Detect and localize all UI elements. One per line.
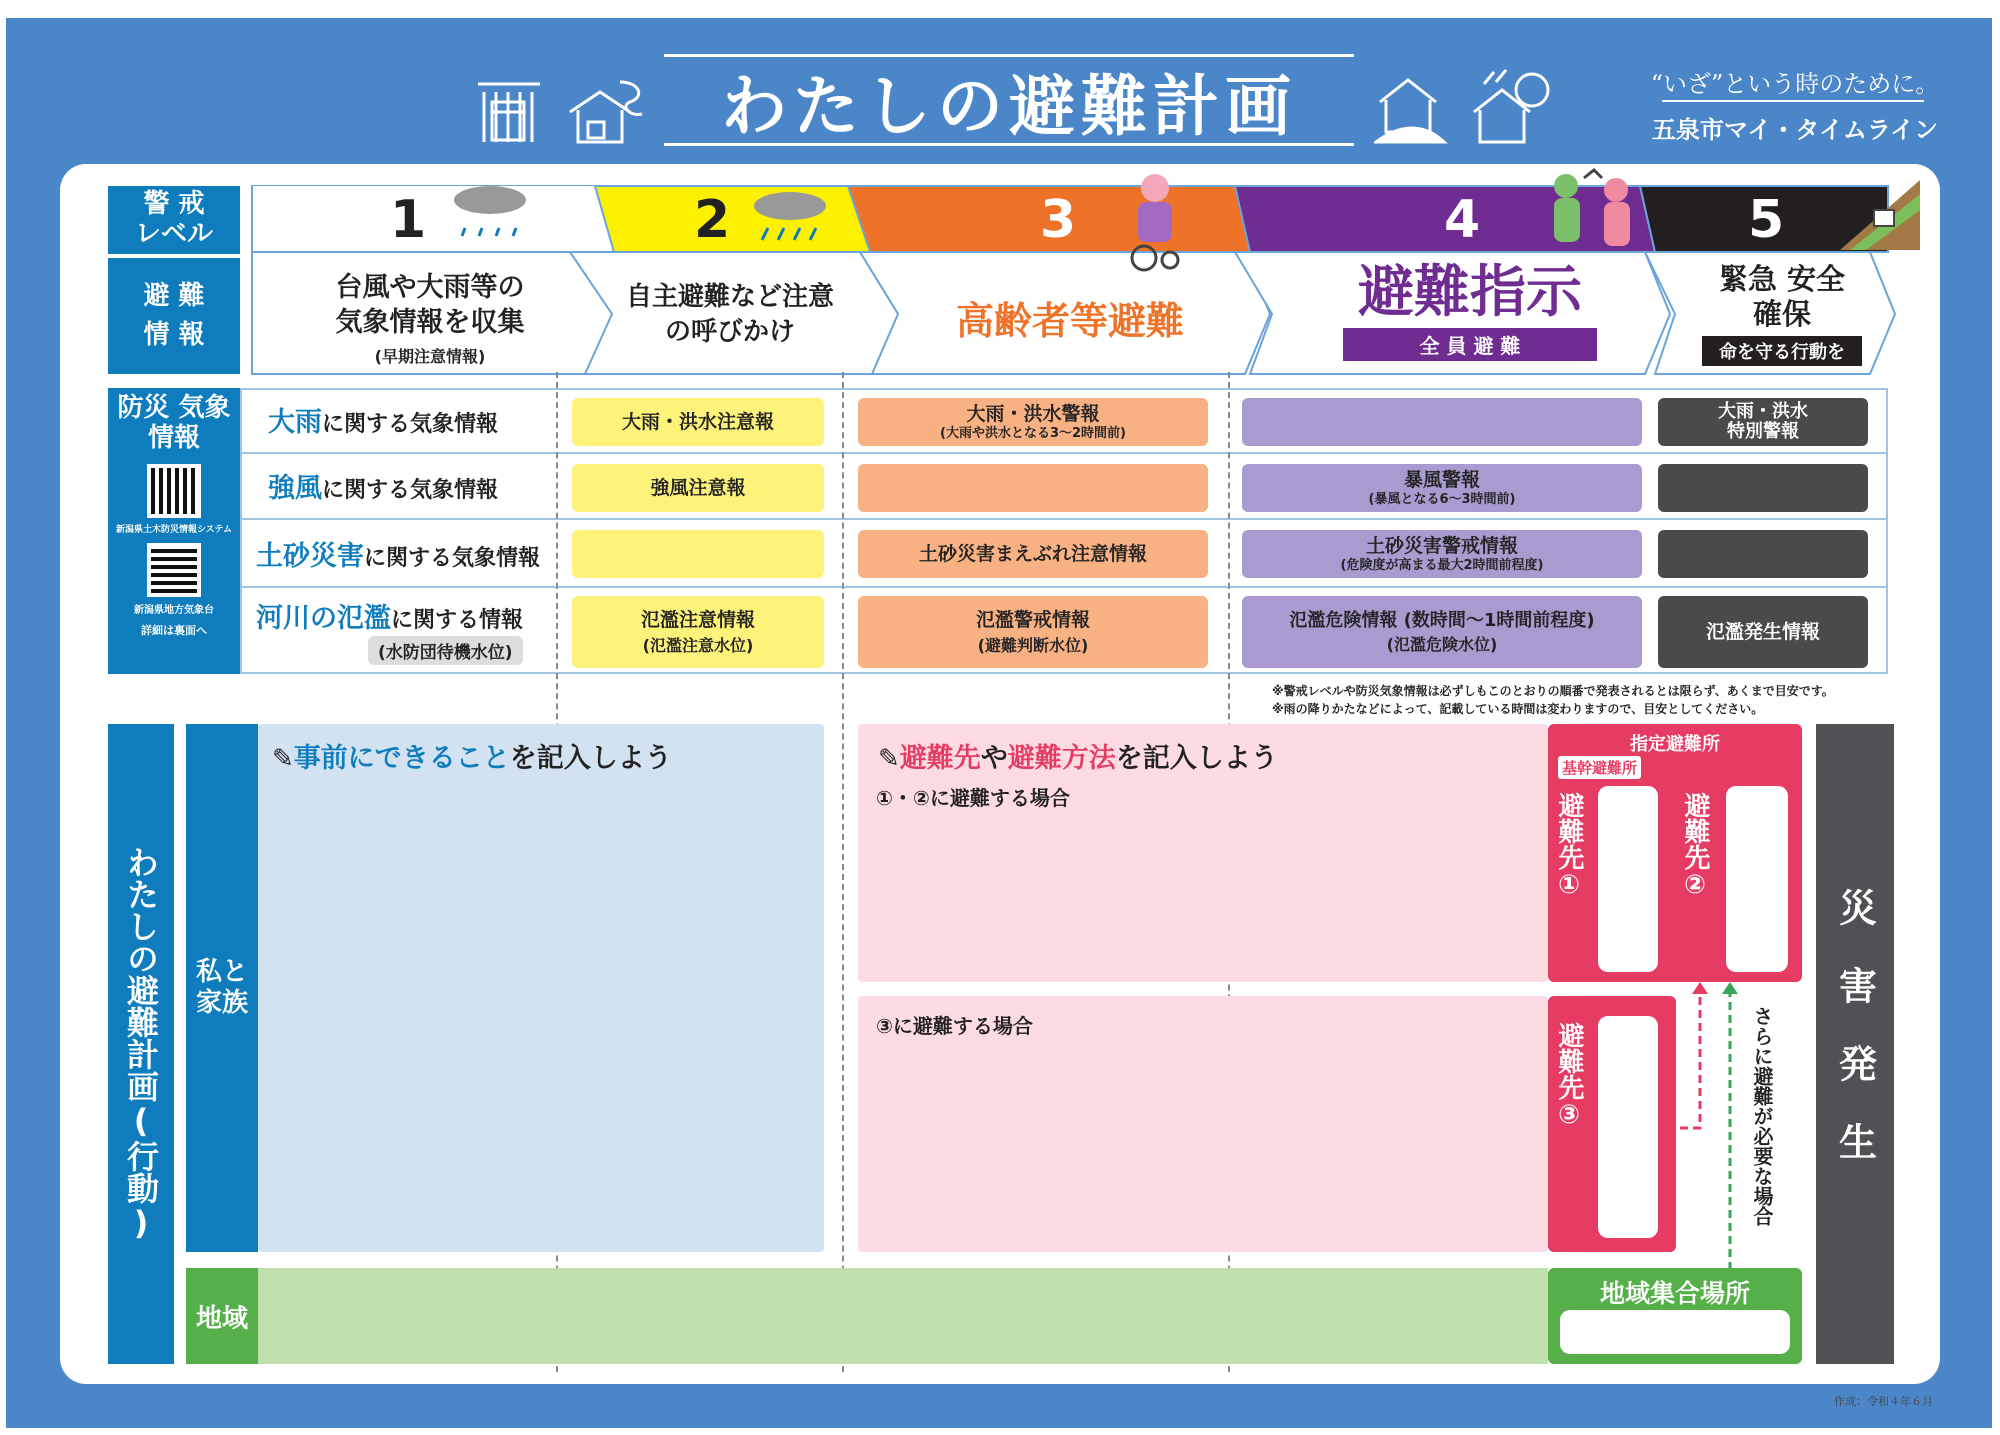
dest2-input[interactable] xyxy=(1726,786,1788,972)
page-title: わたしの避難計画 xyxy=(721,67,1297,145)
cell-kasen-3: 氾濫警戒情報 (避難判断水位) xyxy=(858,596,1208,668)
header-icons-right xyxy=(1374,62,1554,146)
bousai-row-sep-1 xyxy=(240,452,1888,454)
subtitle: 五泉市マイ・タイムライン xyxy=(1651,116,1939,144)
house-rain-icon xyxy=(470,62,650,146)
area-input-area[interactable] xyxy=(258,1268,1548,1364)
tagline-divider xyxy=(1662,100,1924,102)
landslide-house-icon xyxy=(1840,170,1920,250)
suibou-note: (水防団待機水位) xyxy=(368,636,523,665)
cell-kyoufuu-3 xyxy=(858,464,1208,512)
dest-heading: ✎避難先や避難方法を記入しよう xyxy=(878,743,1278,774)
level-2-info: 自主避難など注意の呼びかけ xyxy=(625,282,834,348)
prep-input-area[interactable] xyxy=(258,724,824,1252)
dest1-label: 避難先① xyxy=(1554,792,1584,900)
row-label-dosha: 土砂災害に関する気象情報 xyxy=(256,541,541,572)
elderly-wheelchair-icon xyxy=(1120,168,1190,272)
saigai-box xyxy=(1816,724,1894,1364)
cell-dosha-5 xyxy=(1658,530,1868,578)
cell-dosha-2 xyxy=(572,530,824,578)
level-4-info: 避難指示 全 員 避 難 xyxy=(1300,262,1640,361)
level-3-number: 3 xyxy=(1040,190,1077,250)
cell-ooame-4 xyxy=(1242,398,1642,446)
cell-kyoufuu-4: 暴風警報 (暴風となる6〜3時間前) xyxy=(1242,464,1642,512)
dest2-label: 避難先② xyxy=(1680,792,1710,900)
tagline: “いざ”という時のために。 xyxy=(1650,70,1940,98)
cell-kyoufuu-2: 強風注意報 xyxy=(572,464,824,512)
pencil-icon: ✎ xyxy=(272,744,294,774)
saigai-label: 災害発生 xyxy=(1832,888,1877,1200)
shitei-label: 指定避難所 xyxy=(1630,734,1720,755)
case-12-label: ①・②に避難する場合 xyxy=(876,786,1070,810)
cell-kasen-4: 氾濫危険情報 (数時間〜1時間前程度) (氾濫危険水位) xyxy=(1242,596,1642,668)
further-label: さらに避難が必要な場合 xyxy=(1750,1006,1774,1226)
level-1-number: 1 xyxy=(390,190,427,250)
cell-dosha-4: 土砂災害警戒情報 (危険度が高まる最大2時間前程度) xyxy=(1242,530,1642,578)
bousai-label: 防災 気象情報 xyxy=(117,393,231,453)
cell-ooame-5: 大雨・洪水 特別警報 xyxy=(1658,398,1868,446)
cell-kasen-2: 氾濫注意情報 (氾濫注意水位) xyxy=(572,596,824,668)
header-icons-left xyxy=(470,62,650,146)
cell-dosha-3: 土砂災害まえぶれ注意情報 xyxy=(858,530,1208,578)
family-label: 私と 家族 xyxy=(186,724,258,1252)
dest3-input[interactable] xyxy=(1598,1016,1658,1238)
bousai-row-sep-3 xyxy=(240,586,1888,588)
footer-made: 作成：令和４年６月 xyxy=(1834,1395,1933,1408)
cell-kasen-5: 氾濫発生情報 xyxy=(1658,596,1868,668)
row-label-kasen: 河川の氾濫に関する情報 xyxy=(256,603,524,634)
row-label-kyoufuu: 強風に関する気象情報 xyxy=(268,473,499,504)
hinan-info-label: 避 難 情 報 xyxy=(108,258,240,374)
level-4-number: 4 xyxy=(1444,190,1481,250)
level-2-number: 2 xyxy=(694,190,731,250)
kikan-label: 基幹避難所 xyxy=(1558,756,1641,779)
level-5-number: 5 xyxy=(1748,190,1785,250)
evacuating-people-icon xyxy=(1536,168,1646,260)
row-label-ooame: 大雨に関する気象情報 xyxy=(268,407,499,438)
dest1-input[interactable] xyxy=(1598,786,1658,972)
qr-code-2 xyxy=(147,543,201,597)
title-box xyxy=(664,54,1354,146)
notes: ※警戒レベルや防災気象情報は必ずしもこのとおりの順番で発表されるとは限らず、あくまで目安です。 ※雨の降りかたなどによって、記載している時間は変わりますので、目安としてください。 xyxy=(1272,684,1834,716)
qr-code-1 xyxy=(147,464,201,518)
dest3-label: 避難先③ xyxy=(1554,1022,1584,1130)
level-5-info: 緊急 安全確保 命を守る行動を xyxy=(1672,262,1892,366)
bousai-label-box: 防災 気象情報 新潟県土木防災情報システム 新潟県地方気象台 詳細は裏面へ xyxy=(108,388,240,674)
prep-heading: ✎事前にできることを記入しよう xyxy=(272,743,672,774)
chiiki-input[interactable] xyxy=(1560,1310,1790,1354)
plan-side-label: わたしの避難計画(行動) xyxy=(108,724,174,1364)
cell-ooame-3: 大雨・洪水警報 (大雨や洪水となる3〜2時間前) xyxy=(858,398,1208,446)
case-3-label: ③に避難する場合 xyxy=(876,1014,1033,1038)
level-1-info: 台風や大雨等の気象情報を収集 (早期注意情報) xyxy=(335,272,525,367)
keikai-level-label: 警 戒 レベル xyxy=(108,186,240,254)
area-label: 地域 xyxy=(186,1268,258,1364)
cell-kyoufuu-5 xyxy=(1658,464,1868,512)
bousai-row-sep-2 xyxy=(240,518,1888,520)
pencil-icon-2: ✎ xyxy=(878,744,900,774)
col-sep-2 xyxy=(842,372,844,1372)
chiiki-label: 地域集合場所 xyxy=(1599,1279,1750,1308)
level-3-info: 高齢者等避難 xyxy=(955,299,1184,343)
further-evac-arrows xyxy=(1676,980,1756,1280)
cell-ooame-2: 大雨・洪水注意報 xyxy=(572,398,824,446)
landslide-wind-icon xyxy=(1374,62,1554,146)
